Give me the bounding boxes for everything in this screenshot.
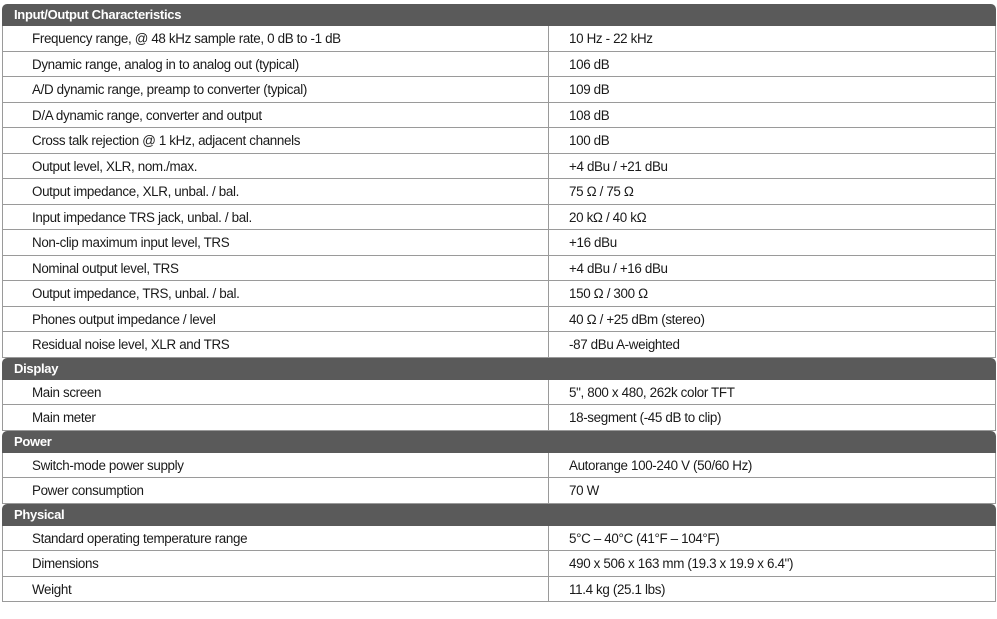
- spec-label: Output level, XLR, nom./max.: [2, 154, 549, 179]
- spec-label: Output impedance, XLR, unbal. / bal.: [2, 179, 549, 204]
- section-display: [2, 358, 996, 431]
- spec-row: [2, 103, 996, 129]
- spec-row: [2, 551, 996, 577]
- spec-row: [2, 256, 996, 282]
- spec-label: Dimensions: [2, 551, 549, 576]
- section-header: Power: [2, 431, 996, 453]
- spec-row: [2, 332, 996, 358]
- spec-row: [2, 230, 996, 256]
- spec-label: Standard operating temperature range: [2, 526, 549, 551]
- spec-row: [2, 52, 996, 78]
- section-physical: [2, 504, 996, 603]
- spec-row: [2, 307, 996, 333]
- spec-label: Power consumption: [2, 478, 549, 503]
- spec-value: +4 dBu / +16 dBu: [549, 256, 996, 281]
- spec-value: +16 dBu: [549, 230, 996, 255]
- spec-value: 100 dB: [549, 128, 996, 153]
- spec-value: 70 W: [549, 478, 996, 503]
- spec-label: Phones output impedance / level: [2, 307, 549, 332]
- spec-value: 109 dB: [549, 77, 996, 102]
- section-power: [2, 431, 996, 504]
- spec-row: [2, 526, 996, 552]
- spec-value: 18-segment (-45 dB to clip): [549, 405, 996, 430]
- spec-value: 20 kΩ / 40 kΩ: [549, 205, 996, 230]
- spec-row: [2, 154, 996, 180]
- spec-label: Input impedance TRS jack, unbal. / bal.: [2, 205, 549, 230]
- section-header: Input/Output Characteristics: [2, 4, 996, 26]
- spec-value: 10 Hz - 22 kHz: [549, 26, 996, 51]
- spec-label: Main screen: [2, 380, 549, 405]
- spec-label: Nominal output level, TRS: [2, 256, 549, 281]
- spec-label: A/D dynamic range, preamp to converter (typical): [2, 77, 549, 102]
- spec-row: [2, 405, 996, 431]
- spec-row: [2, 577, 996, 603]
- spec-value: 11.4 kg (25.1 lbs): [549, 577, 996, 602]
- spec-value: 5", 800 x 480, 262k color TFT: [549, 380, 996, 405]
- section-header: Display: [2, 358, 996, 380]
- spec-label: Weight: [2, 577, 549, 602]
- spec-value: 108 dB: [549, 103, 996, 128]
- spec-label: Frequency range, @ 48 kHz sample rate, 0 dB to -1 dB: [2, 26, 549, 51]
- spec-value: 490 x 506 x 163 mm (19.3 x 19.9 x 6.4"): [549, 551, 996, 576]
- spec-value: 40 Ω / +25 dBm (stereo): [549, 307, 996, 332]
- spec-label: Dynamic range, analog in to analog out (typical): [2, 52, 549, 77]
- spec-row: [2, 453, 996, 479]
- spec-label: Switch-mode power supply: [2, 453, 549, 478]
- spec-row: [2, 281, 996, 307]
- spec-row: [2, 128, 996, 154]
- spec-row: [2, 205, 996, 231]
- section-header: Physical: [2, 504, 996, 526]
- spec-row: [2, 478, 996, 504]
- spec-value: +4 dBu / +21 dBu: [549, 154, 996, 179]
- spec-row: [2, 77, 996, 103]
- spec-value: Autorange 100-240 V (50/60 Hz): [549, 453, 996, 478]
- spec-value: 75 Ω / 75 Ω: [549, 179, 996, 204]
- spec-label: Non-clip maximum input level, TRS: [2, 230, 549, 255]
- spec-label: Cross talk rejection @ 1 kHz, adjacent channels: [2, 128, 549, 153]
- section-input-output: [2, 4, 996, 358]
- spec-label: Main meter: [2, 405, 549, 430]
- spec-row: [2, 380, 996, 406]
- spec-row: [2, 179, 996, 205]
- spec-value: -87 dBu A-weighted: [549, 332, 996, 357]
- spec-label: Output impedance, TRS, unbal. / bal.: [2, 281, 549, 306]
- spec-value: 150 Ω / 300 Ω: [549, 281, 996, 306]
- spec-value: 5°C – 40°C (41°F – 104°F): [549, 526, 996, 551]
- spec-table: [2, 4, 996, 602]
- spec-label: Residual noise level, XLR and TRS: [2, 332, 549, 357]
- spec-value: 106 dB: [549, 52, 996, 77]
- spec-label: D/A dynamic range, converter and output: [2, 103, 549, 128]
- spec-row: [2, 26, 996, 52]
